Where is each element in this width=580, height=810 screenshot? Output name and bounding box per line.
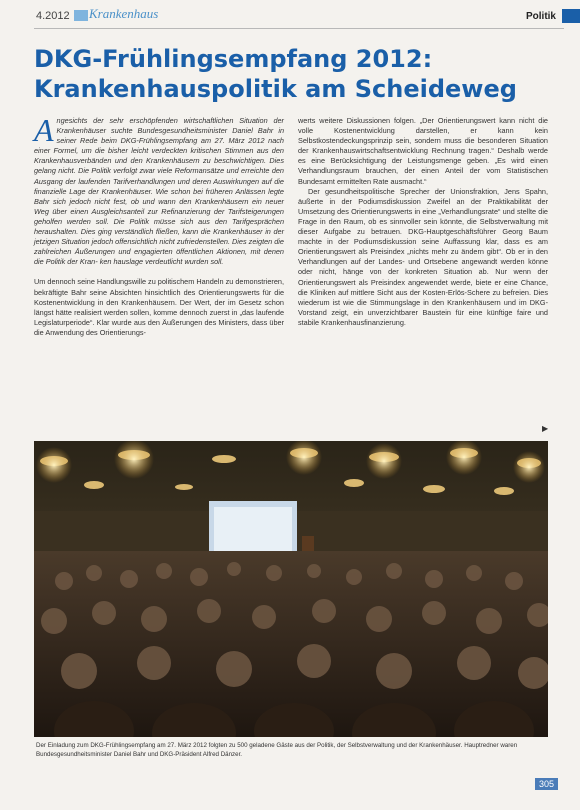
- body-paragraph: Um dennoch seine Handlungswille zu politischem Handeln zu demonstrieren, bekräftigte Bahr seine Absichten hinsichtlich des Orientierungswerts für die Kostenentwicklung in den Krankenhäusern. Der Wert, der im Gesetz schon längst hätte realisiert werden sollen, komme dennoch zuerst in „das laufende Legislaturperiode“. Klar wurde aus den Äußerungen des Ministers, dass über die Anwendung des Orientierungs-: [34, 277, 284, 337]
- logo-mark-icon: [74, 10, 88, 21]
- article-lead: [34, 112, 284, 267]
- lead-text: ngesichts der sehr erschöpfenden wirtschaftlichen Situation der Krankenhäuser suchte Bundesgesundheitsminister Daniel Bahr in seiner Rede beim DKG-Frühlingsempfang am 27. März 2012 nach einer Formel, um die bisher leicht verdeckten kritischen Stimmen aus den Krankenhausverbänden und den Krankenhäusern zu beschwichtigen. Dies gelang nicht. Die Politik verfolgt zwar viele Reformansätze und erreichte den Ausgang der laufenden Tarifverhandlungen und deren Auswirkungen auf die finanzielle Lage der Krankenhäuser. Wie schon bei früheren Anlässen legte Bahr sich jedoch nicht fest, ob und wann den Krankenhäusern ein neuer Weg über einen Ausgleichsanteil zur Refinanzierung der Tarifsteigerungen geholfen werden soll. Die Politik müsse sich aus den Tarifgesprächen heraushalten. Dies ging verständlich fließen, kann die Krankenhäuser in der jetzigen Situation jedoch offensichtlich nicht zufriedenstellen. Dies zeigten die zahlreichen Äußerungen und engagierten öffentlichen Aktionen, mit denen die Politik der Kran- ken hauslage verdeutlicht wurden soll.: [34, 116, 284, 267]
- title-line-1: DKG-Frühlingsempfang 2012:: [34, 45, 433, 73]
- section-color-bar: [562, 9, 580, 23]
- page-header: [0, 0, 580, 30]
- drop-cap: A: [34, 112, 54, 148]
- continue-arrow-icon: ▶: [542, 424, 549, 433]
- magazine-logo: [74, 6, 158, 22]
- photo-caption: Der Einladung zum DKG-Frühlingsempfang am 27. März 2012 folgten zu 500 geladene Gäste aus der Politik, der Selbstverwaltung und der Krankenhäuser. Hauptredner waren Bundesgesundheitsminister Daniel Bahr und DKG-Präsident Alfred Dänzer.: [36, 742, 518, 758]
- column-right: [298, 116, 548, 328]
- title-line-2: Krankenhauspolitik am Scheideweg: [34, 75, 517, 103]
- body-paragraph: Der gesundheitspolitische Sprecher der Unionsfraktion, Jens Spahn, äußerte in der Podiumsdiskussion Zweifel an der Praktikabilität der Umsetzung des Orientierungswerts in eine „Verhandlungsrate“ und stellte die Frage in den Raum, ob es sinnvoller sein könnte, die Selbstverwaltung mit dieser Aufgabe zu betrauen. DKG-Hauptgeschäftsführer Georg Baum machte in der Podiumsdiskussion seine Auffassung klar, dass es am Orientierungswert als Preisindex „nichts mehr zu ändern gibt“. Ob er in den Verhandlungen auf der Landes- und Ortsebene angewandt werden könne oder nicht, hänge von der konkreten Situation ab. Nur wenn der Orientierungswert als Preisindex angewendet werde, biete er eine Chance, die Kliniken auf mittlere Sicht aus der Kosten-Erlös-Schere zu befreien. Dies wiederum ist wie die Stimmungslage in den Krankenhäusern und im DKG-Vorstand zeigt, ein unverzichtbarer Baustein für eine künftige faire und stabile Krankenhausfinanzierung.: [298, 186, 548, 327]
- column-left: [34, 112, 284, 338]
- header-rule: [34, 28, 564, 29]
- page-number: 305: [535, 778, 558, 790]
- issue-number: 4.2012: [36, 10, 70, 22]
- audience-photo-illustration: [34, 441, 548, 737]
- magazine-brand: Krankenhaus: [89, 6, 159, 21]
- section-label: Politik: [525, 11, 556, 22]
- article-title: [34, 44, 554, 104]
- event-photo: [34, 441, 548, 737]
- body-paragraph: werts weitere Diskussionen folgen. „Der Orientierungswert kann nicht die volle Kostenentwicklung darstellen, er kann kein Selbstkostendeckungsprinzip sein, sondern muss die besonderen Situation der Krankenhauswirtschaftsentwicklung Rechnung tragen.“ Deshalb werde es eine Berücksichtigung der Leistungsmenge geben. „Es wird einen Verhandlungsraum brauchen, der einen Anteil der vom Statistischen Bundesamt ermittelten Rate ausmacht.“: [298, 116, 548, 186]
